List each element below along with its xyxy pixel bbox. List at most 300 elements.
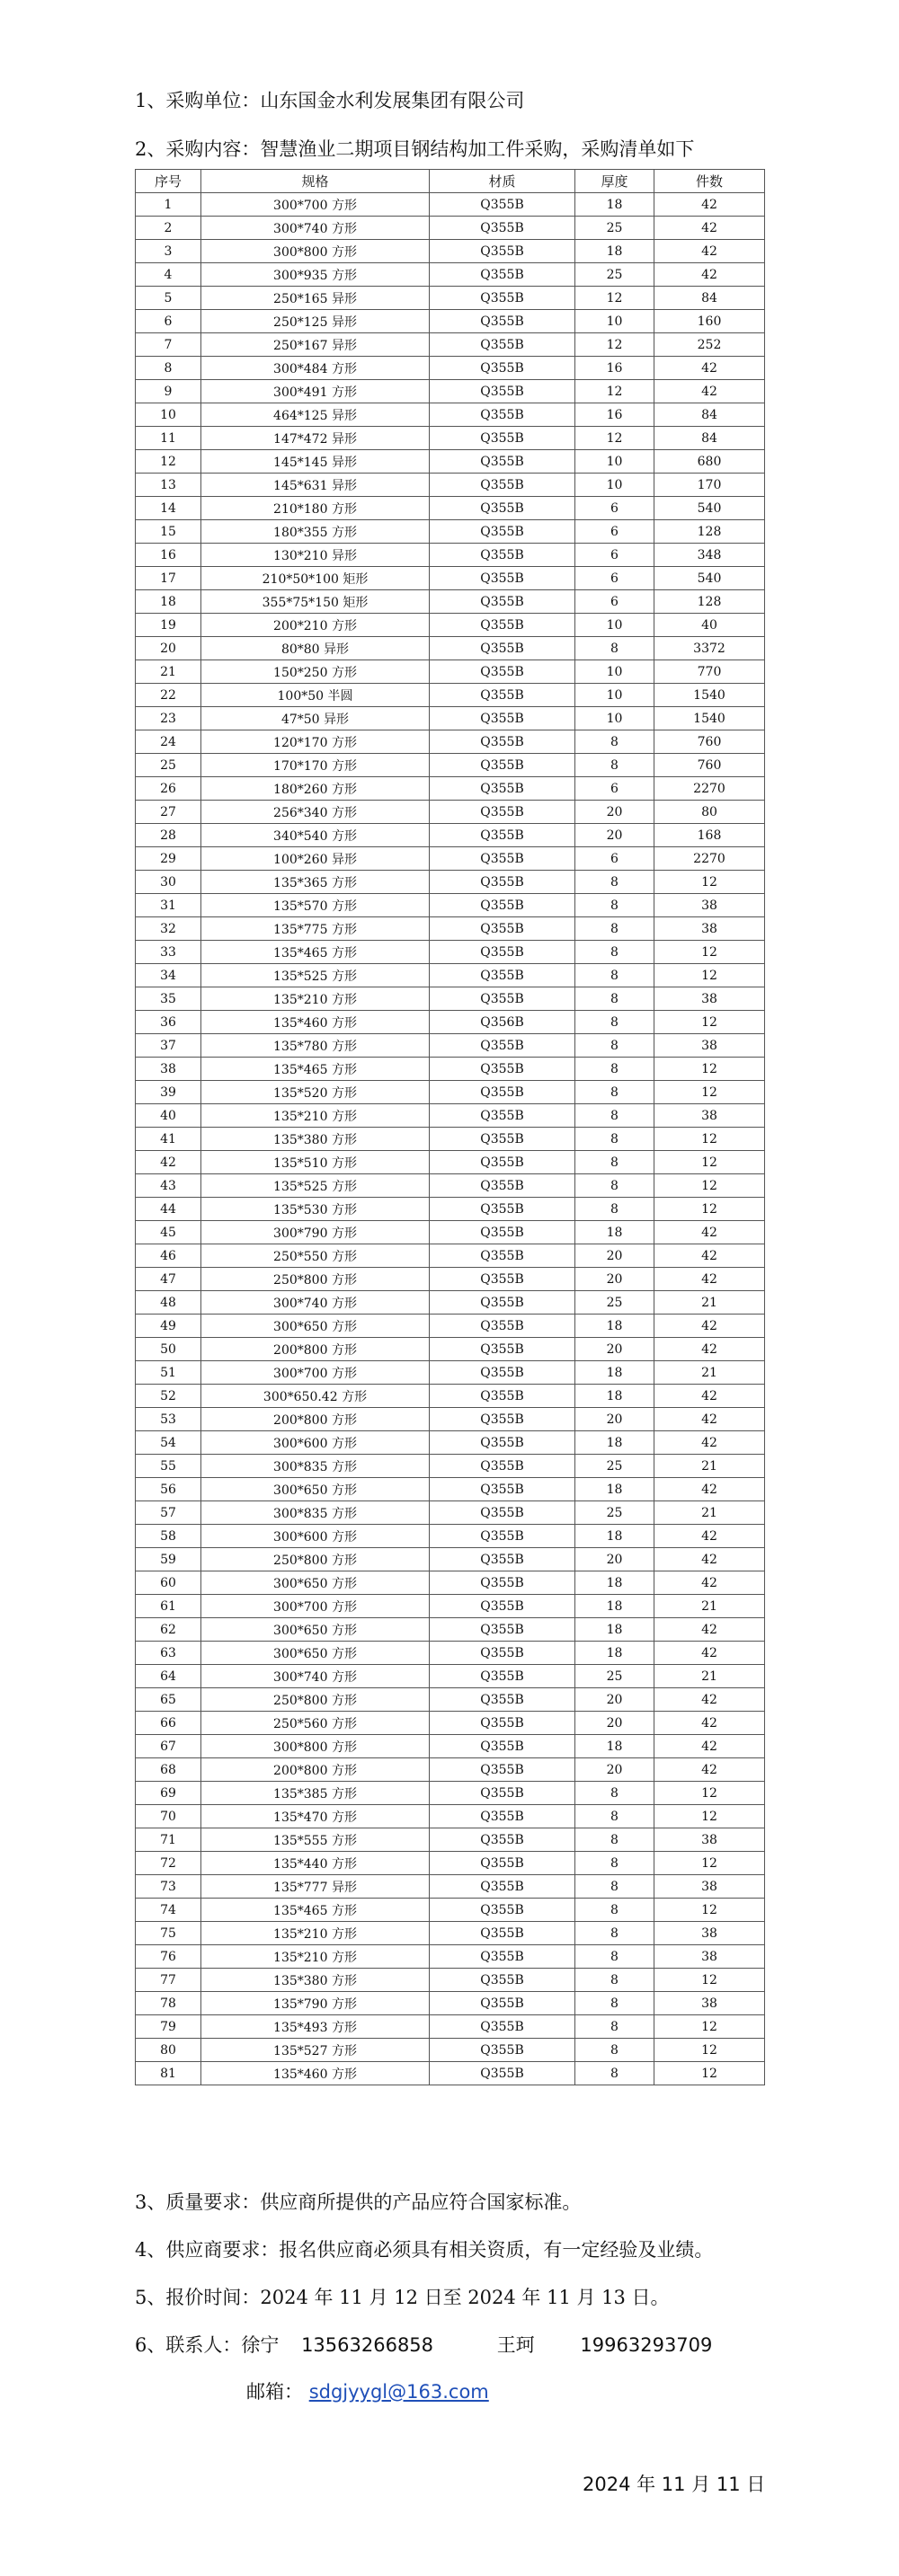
cell-index: 50 <box>136 1338 201 1361</box>
cell-spec: 180*355 方形 <box>201 520 430 544</box>
cell-material: Q355B <box>430 310 575 333</box>
cell-thickness: 8 <box>575 987 654 1011</box>
cell-index: 43 <box>136 1174 201 1198</box>
cell-index: 39 <box>136 1081 201 1104</box>
cell-material: Q355B <box>430 777 575 801</box>
table-row <box>136 1992 765 2015</box>
cell-spec: 210*50*100 矩形 <box>201 567 430 590</box>
cell-material: Q355B <box>430 1665 575 1688</box>
cell-index: 22 <box>136 684 201 707</box>
cell-material: Q355B <box>430 193 575 217</box>
cell-material: Q355B <box>430 1058 575 1081</box>
table-row <box>136 1758 765 1782</box>
cell-quantity: 42 <box>654 1221 765 1244</box>
cell-quantity: 770 <box>654 660 765 684</box>
cell-index: 61 <box>136 1595 201 1618</box>
cell-quantity: 12 <box>654 871 765 894</box>
cell-thickness: 8 <box>575 1128 654 1151</box>
cell-thickness: 6 <box>575 497 654 520</box>
cell-thickness: 6 <box>575 520 654 544</box>
cell-quantity: 40 <box>654 614 765 637</box>
cell-index: 14 <box>136 497 201 520</box>
cell-spec: 135*465 方形 <box>201 1899 430 1922</box>
quality-requirement-line: 3、质量要求：供应商所提供的产品应符合国家标准。 <box>135 2191 582 2213</box>
cell-index: 12 <box>136 450 201 474</box>
cell-index: 55 <box>136 1455 201 1478</box>
cell-material: Q355B <box>430 263 575 287</box>
email-link[interactable]: sdgjyygl@163.com <box>308 2381 489 2403</box>
cell-spec: 300*835 方形 <box>201 1501 430 1525</box>
cell-spec: 300*700 方形 <box>201 1595 430 1618</box>
cell-thickness: 8 <box>575 2062 654 2085</box>
cell-thickness: 8 <box>575 1899 654 1922</box>
cell-spec: 147*472 异形 <box>201 427 430 450</box>
cell-quantity: 42 <box>654 357 765 380</box>
table-row <box>136 357 765 380</box>
cell-quantity: 42 <box>654 1688 765 1712</box>
cell-spec: 135*555 方形 <box>201 1828 430 1852</box>
cell-material: Q355B <box>430 1852 575 1875</box>
cell-index: 68 <box>136 1758 201 1782</box>
table-row <box>136 1034 765 1058</box>
cell-material: Q355B <box>430 333 575 357</box>
cell-thickness: 18 <box>575 1431 654 1455</box>
cell-thickness: 10 <box>575 450 654 474</box>
cell-quantity: 42 <box>654 263 765 287</box>
header-spec: 规格 <box>201 170 430 193</box>
table-row <box>136 1735 765 1758</box>
cell-thickness: 18 <box>575 1618 654 1642</box>
cell-thickness: 10 <box>575 474 654 497</box>
cell-index: 1 <box>136 193 201 217</box>
cell-spec: 300*790 方形 <box>201 1221 430 1244</box>
cell-spec: 250*167 异形 <box>201 333 430 357</box>
table-row <box>136 1174 765 1198</box>
cell-material: Q355B <box>430 1151 575 1174</box>
cell-spec: 464*125 异形 <box>201 403 430 427</box>
cell-thickness: 16 <box>575 403 654 427</box>
cell-material: Q355B <box>430 497 575 520</box>
table-row <box>136 1782 765 1805</box>
cell-material: Q356B <box>430 1011 575 1034</box>
cell-material: Q355B <box>430 1338 575 1361</box>
cell-thickness: 8 <box>575 754 654 777</box>
table-row <box>136 380 765 403</box>
cell-thickness: 18 <box>575 1478 654 1501</box>
cell-spec: 170*170 方形 <box>201 754 430 777</box>
cell-thickness: 20 <box>575 1244 654 1268</box>
cell-thickness: 12 <box>575 333 654 357</box>
cell-quantity: 12 <box>654 2062 765 2085</box>
table-row <box>136 1688 765 1712</box>
cell-quantity: 21 <box>654 1595 765 1618</box>
table-row <box>136 474 765 497</box>
cell-index: 2 <box>136 217 201 240</box>
cell-quantity: 42 <box>654 240 765 263</box>
cell-material: Q355B <box>430 1408 575 1431</box>
cell-quantity: 80 <box>654 801 765 824</box>
cell-index: 57 <box>136 1501 201 1525</box>
cell-quantity: 760 <box>654 754 765 777</box>
cell-thickness: 8 <box>575 1081 654 1104</box>
cell-index: 63 <box>136 1642 201 1665</box>
cell-quantity: 21 <box>654 1501 765 1525</box>
cell-material: Q355B <box>430 894 575 917</box>
cell-spec: 120*170 方形 <box>201 730 430 754</box>
cell-material: Q355B <box>430 1174 575 1198</box>
cell-material: Q355B <box>430 1712 575 1735</box>
cell-material: Q355B <box>430 1198 575 1221</box>
cell-material: Q355B <box>430 1688 575 1712</box>
cell-thickness: 8 <box>575 1969 654 1992</box>
cell-spec: 300*600 方形 <box>201 1431 430 1455</box>
table-row <box>136 217 765 240</box>
cell-index: 52 <box>136 1385 201 1408</box>
table-row <box>136 1852 765 1875</box>
cell-index: 17 <box>136 567 201 590</box>
cell-quantity: 42 <box>654 193 765 217</box>
cell-thickness: 18 <box>575 1525 654 1548</box>
cell-spec: 135*525 方形 <box>201 1174 430 1198</box>
cell-thickness: 25 <box>575 1665 654 1688</box>
cell-material: Q355B <box>430 1875 575 1899</box>
cell-quantity: 760 <box>654 730 765 754</box>
cell-spec: 135*530 方形 <box>201 1198 430 1221</box>
cell-quantity: 42 <box>654 1244 765 1268</box>
purchase-content-line: 2、采购内容：智慧渔业二期项目钢结构加工件采购，采购清单如下 <box>135 138 695 160</box>
cell-spec: 300*600 方形 <box>201 1525 430 1548</box>
cell-spec: 135*380 方形 <box>201 1969 430 1992</box>
cell-material: Q355B <box>430 660 575 684</box>
cell-spec: 250*125 异形 <box>201 310 430 333</box>
table-row <box>136 1618 765 1642</box>
cell-index: 28 <box>136 824 201 847</box>
cell-material: Q355B <box>430 380 575 403</box>
cell-spec: 250*560 方形 <box>201 1712 430 1735</box>
cell-index: 38 <box>136 1058 201 1081</box>
cell-thickness: 25 <box>575 1291 654 1315</box>
table-row <box>136 1922 765 1945</box>
cell-index: 26 <box>136 777 201 801</box>
cell-material: Q355B <box>430 1455 575 1478</box>
cell-spec: 300*491 方形 <box>201 380 430 403</box>
cell-material: Q355B <box>430 1758 575 1782</box>
cell-material: Q355B <box>430 1642 575 1665</box>
supplier-requirement-line: 4、供应商要求：报名供应商必须具有相关资质，有一定经验及业绩。 <box>135 2239 714 2261</box>
cell-thickness: 20 <box>575 824 654 847</box>
cell-thickness: 12 <box>575 287 654 310</box>
table-row <box>136 1244 765 1268</box>
purchase-unit-line: 1、采购单位：山东国金水利发展集团有限公司 <box>135 90 525 111</box>
table-row <box>136 730 765 754</box>
cell-index: 41 <box>136 1128 201 1151</box>
header-index: 序号 <box>136 170 201 193</box>
cell-index: 66 <box>136 1712 201 1735</box>
table-row <box>136 263 765 287</box>
cell-index: 73 <box>136 1875 201 1899</box>
cell-material: Q355B <box>430 637 575 660</box>
cell-material: Q355B <box>430 964 575 987</box>
cell-material: Q355B <box>430 1922 575 1945</box>
cell-material: Q355B <box>430 403 575 427</box>
table-row <box>136 684 765 707</box>
cell-spec: 135*385 方形 <box>201 1782 430 1805</box>
cell-quantity: 38 <box>654 1922 765 1945</box>
cell-material: Q355B <box>430 1268 575 1291</box>
cell-index: 59 <box>136 1548 201 1571</box>
cell-spec: 135*460 方形 <box>201 2062 430 2085</box>
cell-quantity: 38 <box>654 894 765 917</box>
table-row <box>136 2015 765 2039</box>
cell-material: Q355B <box>430 614 575 637</box>
cell-thickness: 8 <box>575 1034 654 1058</box>
cell-quantity: 12 <box>654 1805 765 1828</box>
cell-material: Q355B <box>430 1034 575 1058</box>
cell-thickness: 18 <box>575 1221 654 1244</box>
cell-quantity: 42 <box>654 1618 765 1642</box>
cell-spec: 300*935 方形 <box>201 263 430 287</box>
cell-index: 54 <box>136 1431 201 1455</box>
cell-index: 37 <box>136 1034 201 1058</box>
table-row <box>136 871 765 894</box>
table-row <box>136 1945 765 1969</box>
cell-material: Q355B <box>430 1805 575 1828</box>
table-row <box>136 1315 765 1338</box>
cell-quantity: 42 <box>654 1571 765 1595</box>
table-row <box>136 497 765 520</box>
cell-spec: 300*835 方形 <box>201 1455 430 1478</box>
cell-spec: 135*570 方形 <box>201 894 430 917</box>
cell-quantity: 21 <box>654 1665 765 1688</box>
cell-thickness: 10 <box>575 614 654 637</box>
document-date: 2024 年 11 月 11 日 <box>583 2474 766 2495</box>
cell-material: Q355B <box>430 474 575 497</box>
cell-spec: 130*210 异形 <box>201 544 430 567</box>
cell-quantity: 38 <box>654 1104 765 1128</box>
cell-material: Q355B <box>430 287 575 310</box>
table-row <box>136 1571 765 1595</box>
cell-thickness: 8 <box>575 1058 654 1081</box>
cell-material: Q355B <box>430 567 575 590</box>
cell-thickness: 6 <box>575 777 654 801</box>
cell-quantity: 38 <box>654 917 765 941</box>
table-row <box>136 1058 765 1081</box>
cell-quantity: 42 <box>654 1478 765 1501</box>
cell-quantity: 12 <box>654 1969 765 1992</box>
cell-quantity: 42 <box>654 1525 765 1548</box>
cell-quantity: 12 <box>654 1899 765 1922</box>
cell-index: 60 <box>136 1571 201 1595</box>
cell-thickness: 12 <box>575 380 654 403</box>
cell-material: Q355B <box>430 707 575 730</box>
cell-index: 64 <box>136 1665 201 1688</box>
cell-thickness: 18 <box>575 1735 654 1758</box>
table-row <box>136 1338 765 1361</box>
cell-quantity: 12 <box>654 1081 765 1104</box>
cell-thickness: 18 <box>575 1385 654 1408</box>
cell-spec: 300*700 方形 <box>201 193 430 217</box>
cell-quantity: 12 <box>654 941 765 964</box>
cell-material: Q355B <box>430 2015 575 2039</box>
table-row <box>136 1969 765 1992</box>
email-line <box>246 2377 489 2404</box>
cell-spec: 135*380 方形 <box>201 1128 430 1151</box>
cell-quantity: 2270 <box>654 847 765 871</box>
cell-quantity: 128 <box>654 590 765 614</box>
cell-spec: 300*700 方形 <box>201 1361 430 1385</box>
cell-spec: 135*493 方形 <box>201 2015 430 2039</box>
cell-spec: 300*650 方形 <box>201 1478 430 1501</box>
cell-index: 67 <box>136 1735 201 1758</box>
cell-material: Q355B <box>430 450 575 474</box>
cell-material: Q355B <box>430 941 575 964</box>
cell-index: 23 <box>136 707 201 730</box>
cell-spec: 135*460 方形 <box>201 1011 430 1034</box>
cell-index: 7 <box>136 333 201 357</box>
contact-phone-2: 19963293709 <box>580 2334 713 2356</box>
cell-quantity: 38 <box>654 1034 765 1058</box>
table-row <box>136 777 765 801</box>
cell-index: 30 <box>136 871 201 894</box>
cell-quantity: 12 <box>654 1151 765 1174</box>
table-row <box>136 450 765 474</box>
cell-quantity: 160 <box>654 310 765 333</box>
cell-material: Q355B <box>430 427 575 450</box>
table-row <box>136 1268 765 1291</box>
cell-thickness: 6 <box>575 847 654 871</box>
table-row <box>136 1642 765 1665</box>
cell-quantity: 128 <box>654 520 765 544</box>
cell-spec: 135*470 方形 <box>201 1805 430 1828</box>
cell-spec: 300*650 方形 <box>201 1618 430 1642</box>
cell-thickness: 8 <box>575 1992 654 2015</box>
cell-material: Q355B <box>430 357 575 380</box>
cell-quantity: 42 <box>654 1431 765 1455</box>
cell-material: Q355B <box>430 1501 575 1525</box>
table-row <box>136 1875 765 1899</box>
cell-index: 62 <box>136 1618 201 1642</box>
table-row <box>136 1548 765 1571</box>
table-row <box>136 987 765 1011</box>
cell-quantity: 12 <box>654 1011 765 1034</box>
table-row <box>136 1011 765 1034</box>
cell-thickness: 8 <box>575 1805 654 1828</box>
cell-spec: 135*780 方形 <box>201 1034 430 1058</box>
cell-thickness: 12 <box>575 427 654 450</box>
cell-thickness: 8 <box>575 1151 654 1174</box>
cell-material: Q355B <box>430 1828 575 1852</box>
cell-index: 77 <box>136 1969 201 1992</box>
cell-quantity: 38 <box>654 1828 765 1852</box>
table-row <box>136 403 765 427</box>
cell-spec: 250*800 方形 <box>201 1548 430 1571</box>
table-row <box>136 193 765 217</box>
cell-index: 44 <box>136 1198 201 1221</box>
table-row <box>136 1828 765 1852</box>
cell-quantity: 42 <box>654 1712 765 1735</box>
table-row <box>136 427 765 450</box>
cell-thickness: 10 <box>575 707 654 730</box>
table-row <box>136 707 765 730</box>
cell-spec: 135*790 方形 <box>201 1992 430 2015</box>
cell-quantity: 42 <box>654 1385 765 1408</box>
table-row <box>136 1455 765 1478</box>
table-row <box>136 847 765 871</box>
table-row <box>136 660 765 684</box>
cell-index: 74 <box>136 1899 201 1922</box>
cell-index: 13 <box>136 474 201 497</box>
table-row <box>136 1595 765 1618</box>
cell-spec: 200*210 方形 <box>201 614 430 637</box>
cell-index: 65 <box>136 1688 201 1712</box>
cell-index: 72 <box>136 1852 201 1875</box>
cell-quantity: 12 <box>654 2015 765 2039</box>
cell-thickness: 8 <box>575 1875 654 1899</box>
contact-name-2: 王珂 <box>496 2334 535 2356</box>
cell-quantity: 348 <box>654 544 765 567</box>
table-body <box>136 193 765 2085</box>
cell-spec: 300*650 方形 <box>201 1571 430 1595</box>
cell-quantity: 1540 <box>654 684 765 707</box>
cell-thickness: 10 <box>575 310 654 333</box>
cell-thickness: 8 <box>575 1852 654 1875</box>
cell-index: 5 <box>136 287 201 310</box>
cell-material: Q355B <box>430 1315 575 1338</box>
cell-thickness: 8 <box>575 1782 654 1805</box>
cell-thickness: 25 <box>575 1455 654 1478</box>
cell-spec: 135*210 方形 <box>201 1945 430 1969</box>
cell-spec: 135*365 方形 <box>201 871 430 894</box>
cell-thickness: 18 <box>575 1315 654 1338</box>
table-row <box>136 1478 765 1501</box>
contact-line <box>135 2331 712 2358</box>
cell-spec: 145*145 异形 <box>201 450 430 474</box>
cell-spec: 135*465 方形 <box>201 1058 430 1081</box>
cell-thickness: 8 <box>575 871 654 894</box>
table-row <box>136 1899 765 1922</box>
cell-quantity: 21 <box>654 1455 765 1478</box>
cell-spec: 135*775 方形 <box>201 917 430 941</box>
table-row <box>136 2062 765 2085</box>
cell-index: 47 <box>136 1268 201 1291</box>
cell-spec: 200*800 方形 <box>201 1408 430 1431</box>
cell-index: 21 <box>136 660 201 684</box>
cell-material: Q355B <box>430 847 575 871</box>
table-row <box>136 1081 765 1104</box>
table-row <box>136 590 765 614</box>
cell-index: 10 <box>136 403 201 427</box>
cell-quantity: 12 <box>654 964 765 987</box>
cell-quantity: 42 <box>654 1338 765 1361</box>
cell-quantity: 84 <box>654 287 765 310</box>
cell-material: Q355B <box>430 217 575 240</box>
cell-material: Q355B <box>430 1081 575 1104</box>
cell-quantity: 42 <box>654 1642 765 1665</box>
cell-material: Q355B <box>430 240 575 263</box>
cell-index: 20 <box>136 637 201 660</box>
cell-index: 27 <box>136 801 201 824</box>
cell-material: Q355B <box>430 1992 575 2015</box>
cell-index: 69 <box>136 1782 201 1805</box>
cell-spec: 300*650 方形 <box>201 1315 430 1338</box>
table-row <box>136 941 765 964</box>
cell-thickness: 20 <box>575 1758 654 1782</box>
cell-spec: 135*510 方形 <box>201 1151 430 1174</box>
table-row <box>136 1221 765 1244</box>
cell-spec: 200*800 方形 <box>201 1338 430 1361</box>
table-row <box>136 894 765 917</box>
cell-index: 51 <box>136 1361 201 1385</box>
